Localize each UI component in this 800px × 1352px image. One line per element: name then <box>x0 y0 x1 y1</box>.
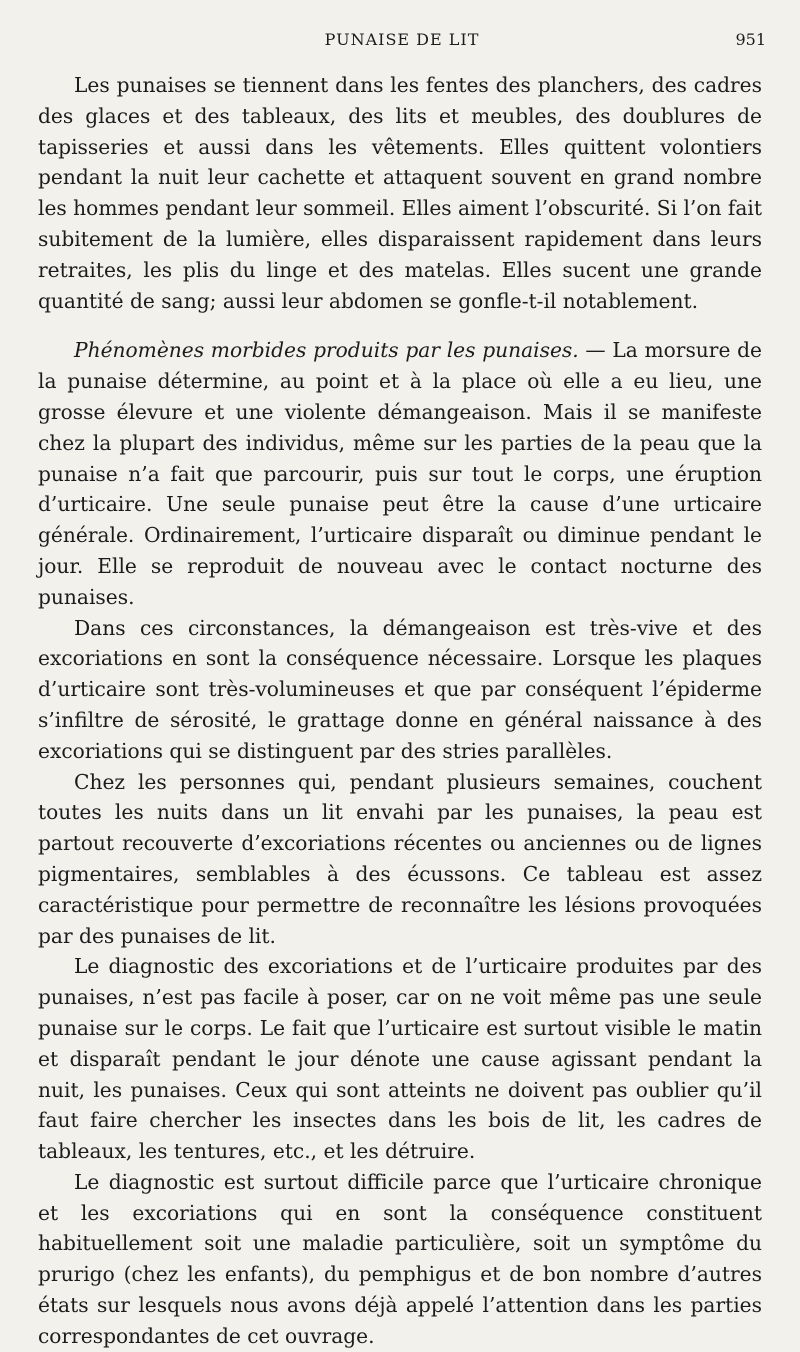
paragraph-diagnosis: Le diagnostic des excoriations et de l’urticaire produites par des punaises, n’est pas facile à poser, car on ne voit même pas une seule punaise sur le corps. Le fait que l’urticaire est surtout visible le matin et disparaît pendant le jour dénote une cause agissant pendant la nuit, les punaises. Ceux qui sont atteints ne doivent pas oublier qu’il faut faire chercher les insectes dans les bois de lit, les cadres de tableaux, les tentures, etc., et les détruire. <box>38 954 762 1164</box>
paragraph-habitat: Les punaises se tiennent dans les fentes des planchers, des cadres des glaces et des tableaux, des lits et meubles, des doublures de tapisseries et aussi dans les vêtements. Elles quittent volontiers pendant la nuit leur cachette et attaquent souvent en grand nombre les hommes pendant leur sommeil. Elles aiment l’obscurité. Si l’on fait subitement de la lumière, elles disparaissent rapidement dans leurs retraites, les plis du linge et des matelas. Elles sucent une grande quantité de sang; aussi leur abdomen se gonfle-t-il notablement. <box>38 73 762 313</box>
paragraph-excoriations: Dans ces circonstances, la démangeaison est très-vive et des excoriations en sont la conséquence nécessaire. Lorsque les plaques d’urticaire sont très-volumineuses et que par conséquent l’épiderme s’infiltre de sérosité, le grattage donne en général naissance à des excoriations qui se distinguent par des stries parallèles. <box>38 615 762 763</box>
paragraph-chronic-exposure: Chez les personnes qui, pendant plusieurs semaines, couchent toutes les nuits dans un lit envahi par les punaises, la peau est partout recouverte d’excoriations récentes ou anciennes ou de lignes pigmentaires, semblables à des écussons. Ce tableau est assez caractéristique pour permettre de reconnaître les lésions provoquées par des punaises de lit. <box>38 769 762 948</box>
body-text <box>38 70 762 1352</box>
paragraph-morbid-phenomena <box>38 335 762 612</box>
page-header <box>38 30 766 54</box>
page-number: 951 <box>735 30 766 49</box>
paragraph-text: — La morsure de la punaise détermine, au point et à la place où elle a eu lieu, une grosse élevure et une violente démangeaison. Mais il se manifeste chez la plupart des individus, même sur les parties de la peau que la punaise n’a fait que parcourir, puis sur tout le corps, une éruption d’urticaire. Une seule punaise peut être la cause d’une urticaire générale. Ordinairement, l’urticaire disparaît ou diminue pendant le jour. Elle se reproduit de nouveau avec le contact nocturne des punaises. <box>38 338 762 609</box>
running-title: PUNAISE DE LIT <box>324 30 480 49</box>
paragraph-differential-diagnosis: Le diagnostic est surtout difficile parce que l’urticaire chronique et les excoriations qui en sont la conséquence constituent habituellement soit une maladie particulière, soit un symptôme du prurigo (chez les enfants), du pemphigus et de bon nombre d’autres états sur lesquels nous avons déjà appelé l’attention dans les parties correspondantes de cet ouvrage. <box>38 1169 762 1348</box>
section-heading: Phénomènes morbides produits par les punaises. <box>74 338 579 363</box>
